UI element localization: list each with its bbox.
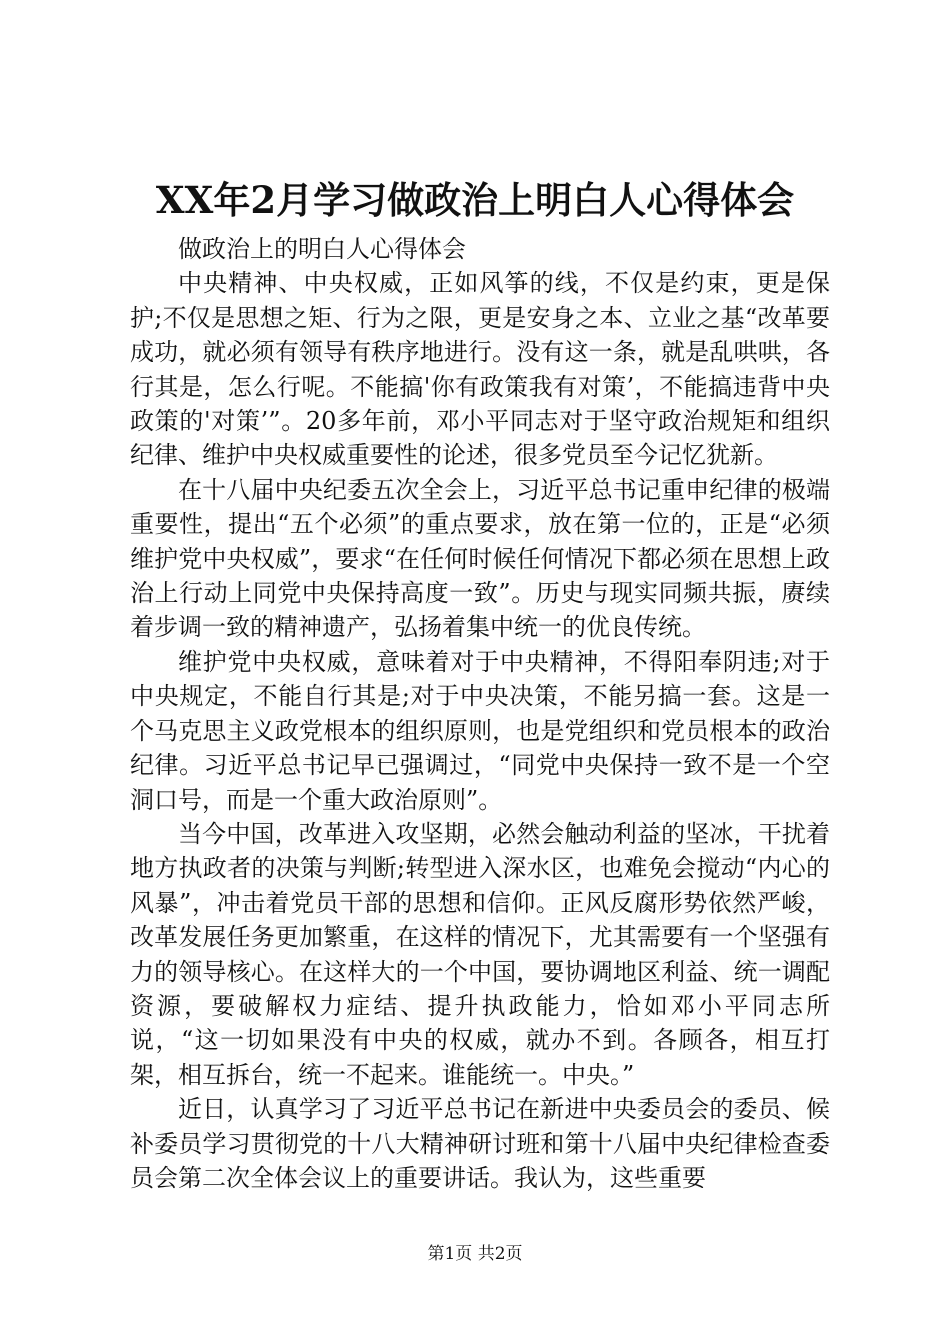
document-subtitle: 做政治上的明白人心得体会 [178,235,466,263]
document-body [130,232,830,1195]
paragraph-2: 在十八届中央纪委五次全会上，习近平总书记重申纪律的极端重要性，提出“五个必须”的重点要求，放在第一位的，正是“必须维护党中央权威”，要求“在任何时候任何情况下都必须在思想上政治上行动上同党中央保持高度一致”。历史与现实同频共振，赓续着步调一致的精神遗产，弘扬着集中统一的优良传统。 [130,475,830,642]
page-footer: 第1页 共2页 [427,1244,523,1264]
page-title: XX年2月学习做政治上明白人心得体会 [155,178,795,222]
paragraph-1: 中央精神、中央权威，正如风筝的线，不仅是约束，更是保护;不仅是思想之矩、行为之限，更是安身之本、立业之基“改革要成功，就必须有领导有秩序地进行。没有这一条，就是乱哄哄，各行其是，怎么行呢。不能搞'你有政策我有对策’，不能搞违背中央政策的'对策’”。20多年前，邓小平同志对于坚守政治规矩和组织纪律、维护中央权威重要性的论述，很多党员至今记忆犹新。 [130,269,830,470]
paragraph-4: 当今中国，改革进入攻坚期，必然会触动利益的坚冰，干扰着地方执政者的决策与判断;转型进入深水区，也难免会搅动“内心的风暴”，冲击着党员干部的思想和信仰。正风反腐形势依然严峻，改革发展任务更加繁重，在这样的情况下，尤其需要有一个坚强有力的领导核心。在这样大的一个中国，要协调地区利益、统一调配资源，要破解权力症结、提升执政能力，恰如邓小平同志所说，“这一切如果没有中央的权威，就办不到。各顾各，相互打架，相互拆台，统一不起来。谁能统一。中央。” [130,819,830,1089]
paragraph-3: 维护党中央权威，意味着对于中央精神，不得阳奉阴违;对于中央规定，不能自行其是;对于中央决策，不能另搞一套。这是一个马克思主义政党根本的组织原则，也是党组织和党员根本的政治纪律。习近平总书记早已强调过，“同党中央保持一致不是一个空洞口号，而是一个重大政治原则”。 [130,647,830,814]
paragraph-5: 近日，认真学习了习近平总书记在新进中央委员会的委员、候补委员学习贯彻党的十八大精神研讨班和第十八届中央纪律检查委员会第二次全体会议上的重要讲话。我认为，这些重要 [130,1095,830,1192]
